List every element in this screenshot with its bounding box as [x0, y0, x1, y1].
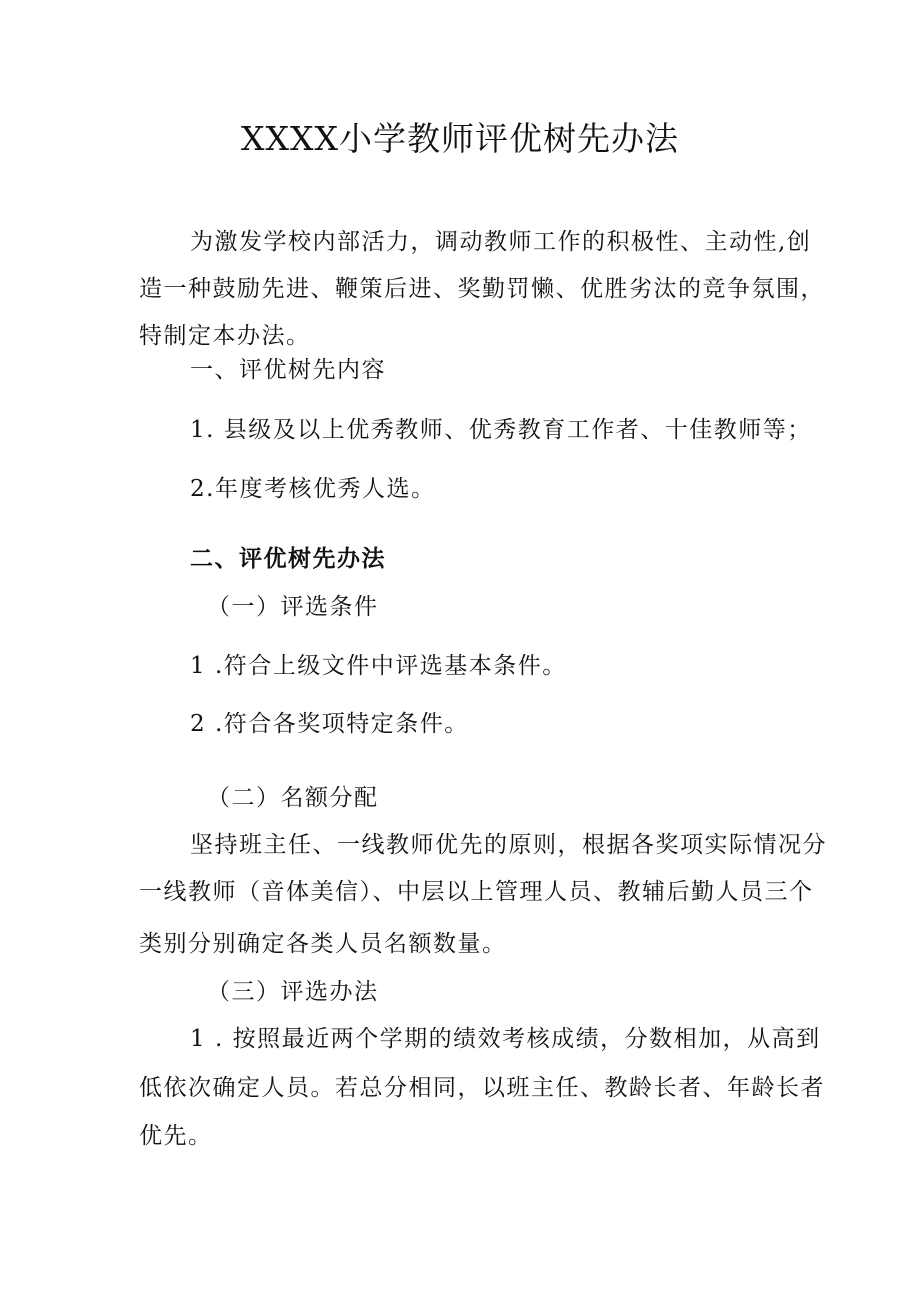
sub1-item-1: 1 .符合上级文件中评选基本条件。 — [190, 653, 567, 679]
sub2-para-line-3: 类别分别确定各类人员名额数量。 — [139, 931, 507, 957]
section1-heading: 一、评优树先内容 — [190, 357, 386, 383]
intro-line-3: 特制定本办法。 — [139, 323, 311, 349]
sub3-heading: （三）评选办法 — [207, 979, 379, 1005]
intro-line-1: 为激发学校内部活力，调动教师工作的积极性、主动性,创 — [190, 229, 812, 255]
sub3-para-line-3: 优先。 — [139, 1123, 213, 1149]
section1-item-2: 2.年度考核优秀人选。 — [190, 476, 436, 502]
section2-heading: 二、评优树先办法 — [190, 546, 386, 572]
sub2-para-line-2: 一线教师（音体美信）、中层以上管理人员、教辅后勤人员三个 — [139, 879, 814, 905]
document-title: XXXX小学教师评优树先办法 — [241, 119, 679, 158]
sub2-para-line-1: 坚持班主任、一线教师优先的原则，根据各奖项实际情况分 — [190, 832, 827, 858]
intro-line-2: 造一种鼓励先进、鞭策后进、奖勤罚懒、优胜劣汰的竞争氛围， — [139, 276, 825, 302]
section1-item-1: 1. 县级及以上优秀教师、优秀教育工作者、十佳教师等； — [190, 417, 812, 443]
sub3-para-line-2: 低依次确定人员。若总分相同，以班主任、教龄长者、年龄长者 — [139, 1075, 825, 1101]
sub1-item-2: 2 .符合各奖项特定条件。 — [190, 711, 469, 737]
sub2-heading: （二）名额分配 — [207, 785, 379, 811]
sub1-heading: （一）评选条件 — [207, 594, 379, 620]
sub3-para-line-1: 1 . 按照最近两个学期的绩效考核成绩，分数相加，从高到 — [190, 1026, 821, 1052]
